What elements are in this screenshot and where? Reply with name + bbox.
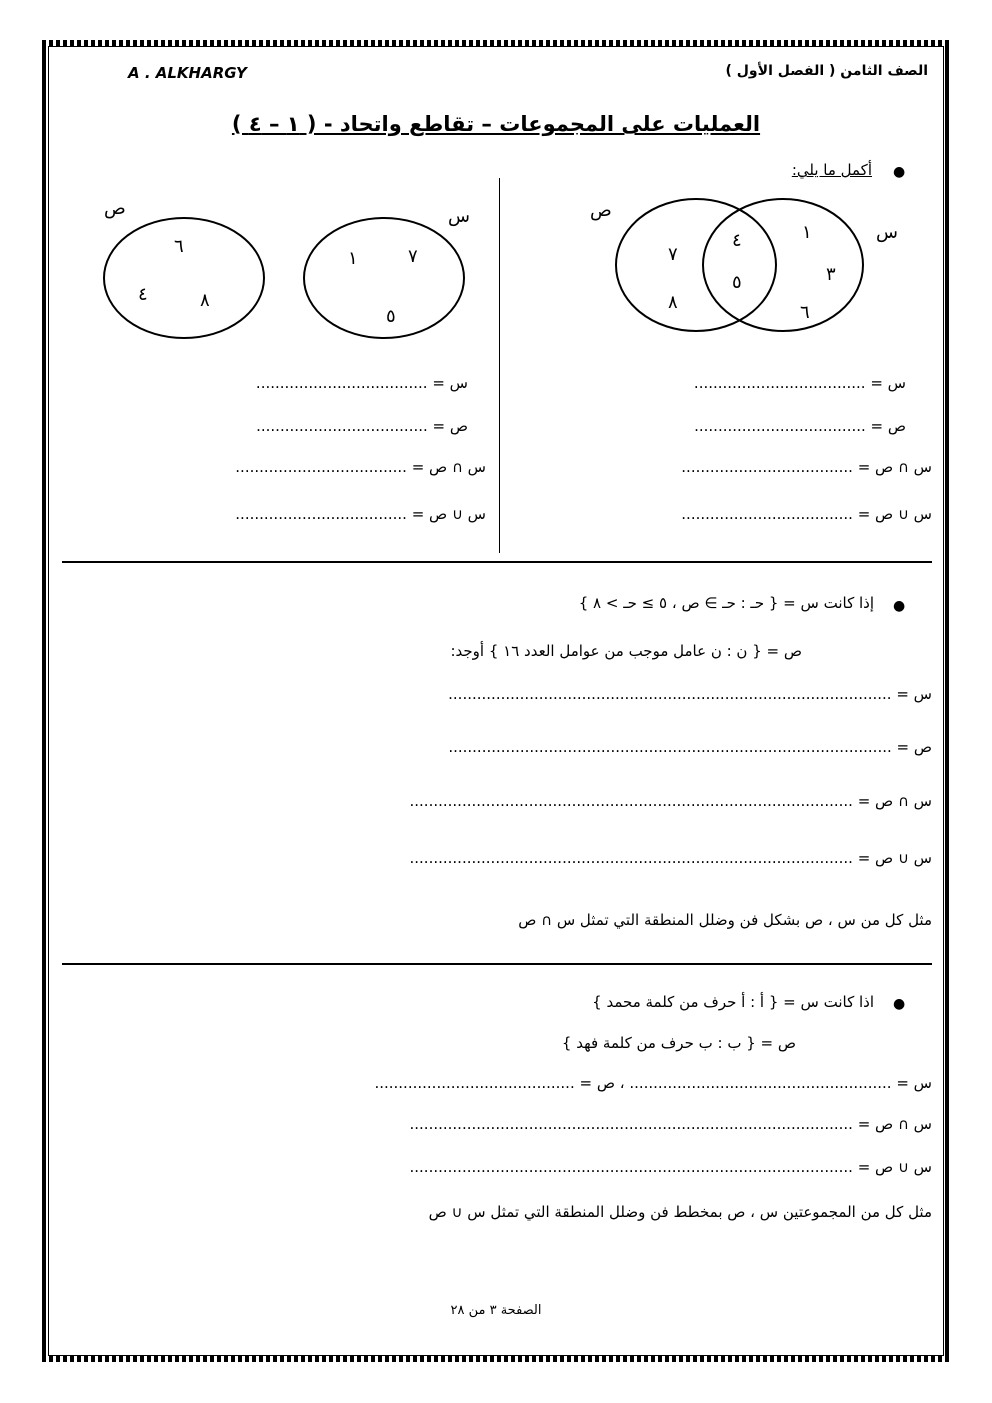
y-answer-line[interactable]: ص = ............................................................................................. <box>448 738 932 756</box>
venn-left-y-3: ٨ <box>200 290 210 311</box>
author-name: A . ALKHARGY <box>128 64 247 82</box>
right-y-line[interactable]: ص = .................................... <box>694 417 906 435</box>
left-x-line[interactable]: س = .................................... <box>255 374 468 392</box>
venn-right-y-only-1: ٧ <box>668 244 678 265</box>
grade-label: الصف الثامن ( الفصل الأول ) <box>725 63 928 79</box>
page-number: الصفحة ٣ من ٢٨ <box>450 1303 542 1318</box>
venn-left-circle-y <box>104 218 264 338</box>
venn-left-x-3: ٥ <box>386 306 396 327</box>
column-divider <box>499 178 500 553</box>
venn-left-circle-x <box>304 218 464 338</box>
venn-right-circle-y <box>616 199 776 331</box>
section-divider-1 <box>62 561 932 563</box>
venn-right-x-only-3: ٦ <box>800 302 810 323</box>
x-answer-line[interactable]: س = ............................................................................................. <box>448 685 932 703</box>
venn-diagrams-left <box>98 190 478 340</box>
venn-left-y-2: ٤ <box>138 284 148 305</box>
right-x-line[interactable]: س = .................................... <box>693 374 906 392</box>
page-title: العمليات على المجموعات – تقاطع واتحاد - ( ١ – ٤ ) <box>231 112 761 136</box>
venn-right-circle-x <box>703 199 863 331</box>
venn-right-both-1: ٤ <box>732 230 742 251</box>
venn-left-x-2: ٧ <box>408 246 418 267</box>
set-x-definition: إذا كانت س = { حـ : حـ ∋ ص ، ٥ ≥ حـ > ٨ } <box>578 594 874 612</box>
venn-right-both-2: ٥ <box>732 272 742 293</box>
intersection-answer-line-2[interactable]: س ∩ ص = ............................................................................................. <box>409 1115 932 1133</box>
bullet-icon: ● <box>893 164 906 180</box>
set-y-definition: ص = { ن : ن عامل موجب من عوامل العدد ١٦ } أوجد: <box>450 642 802 660</box>
venn-right-label-x: س <box>876 222 898 243</box>
instruction-text: أكمل ما يلي: <box>791 161 872 179</box>
xy-answer-line[interactable]: س = ....................................................... ، ص = .......................................... <box>374 1074 932 1092</box>
section-divider-2 <box>62 963 932 965</box>
venn-left-label-x: س <box>448 206 470 227</box>
venn-right-x-only-1: ١ <box>802 222 812 243</box>
bullet-icon: ● <box>893 996 906 1012</box>
venn-right-label-y: ص <box>590 200 612 221</box>
venn-left-x-1: ١ <box>348 248 358 269</box>
venn-task-text-2: مثل كل من المجموعتين س ، ص بمخطط فن وضلل المنطقة التي تمثل س ∪ ص <box>428 1203 932 1221</box>
union-answer-line[interactable]: س ∪ ص = ............................................................................................. <box>409 849 932 867</box>
right-union-line[interactable]: س ∪ ص = .................................... <box>681 505 932 523</box>
intersection-answer-line[interactable]: س ∩ ص = ............................................................................................. <box>409 792 932 810</box>
venn-right-y-only-2: ٨ <box>668 292 678 313</box>
set-x-definition-2: اذا كانت س = { أ : أ حرف من كلمة محمد } <box>592 993 874 1011</box>
venn-left-label-y: ص <box>104 198 126 219</box>
left-y-line[interactable]: ص = .................................... <box>256 417 468 435</box>
set-y-definition-2: ص = { ب : ب حرف من كلمة فهد } <box>561 1034 796 1052</box>
venn-task-text: مثل كل من س ، ص بشكل فن وضلل المنطقة التي تمثل س ∩ ص <box>518 911 932 929</box>
right-intersection-line[interactable]: س ∩ ص = .................................... <box>681 458 932 476</box>
venn-left-y-1: ٦ <box>174 236 184 257</box>
bullet-icon: ● <box>893 598 906 614</box>
left-intersection-line[interactable]: س ∩ ص = .................................... <box>235 458 486 476</box>
venn-right-x-only-2: ٣ <box>826 264 836 285</box>
left-union-line[interactable]: س ∪ ص = .................................... <box>235 505 486 523</box>
union-answer-line-2[interactable]: س ∪ ص = ............................................................................................. <box>409 1158 932 1176</box>
venn-diagram-right <box>590 190 910 340</box>
